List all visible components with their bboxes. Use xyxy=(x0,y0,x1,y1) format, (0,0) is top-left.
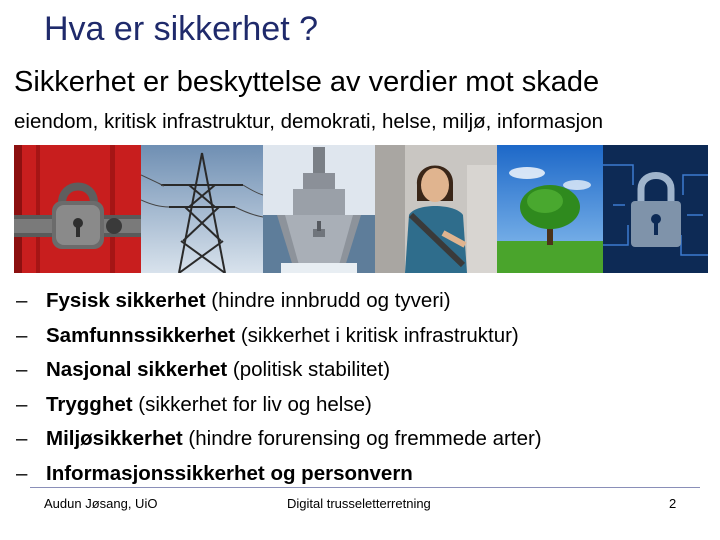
bullet-dash: – xyxy=(16,427,28,451)
bullet-dash: – xyxy=(16,358,28,382)
list-item xyxy=(16,284,542,319)
bullet-dash: – xyxy=(16,461,28,485)
footer-divider xyxy=(30,487,700,488)
list-item xyxy=(16,353,542,388)
image-strip xyxy=(0,145,720,275)
bullet-dash: – xyxy=(16,323,28,347)
bullet-term: Trygghet xyxy=(46,392,133,416)
bullet-description: (hindre forurensing og fremmede arter) xyxy=(182,427,542,451)
power-pylon-photo xyxy=(141,145,263,273)
bullet-term: Miljøsikkerhet xyxy=(46,427,183,451)
woman-seatbelt-photo xyxy=(375,145,497,273)
bullet-term: Fysisk sikkerhet xyxy=(46,289,206,312)
digital-lock-photo xyxy=(603,145,708,273)
bullet-description: (hindre innbrudd og tyveri) xyxy=(205,289,451,312)
bullet-term: Samfunnssikkerhet xyxy=(46,323,236,347)
footer-course: Digital trusseletterretning xyxy=(287,496,431,511)
examples-line: eiendom, kritisk infrastruktur, demokrati, helse, miljø, informasjon xyxy=(14,110,604,133)
bullet-dash: – xyxy=(16,392,28,416)
bullet-description: (sikkerhet for liv og helse) xyxy=(132,392,372,416)
padlock-on-red-door-photo xyxy=(14,145,141,273)
bullet-description: (politisk stabilitet) xyxy=(227,358,391,382)
green-tree-photo xyxy=(497,145,603,273)
security-types-list xyxy=(16,284,542,492)
bullet-term: Informasjonssikkerhet og personvern xyxy=(46,461,413,485)
list-item xyxy=(16,422,542,457)
list-item xyxy=(16,388,542,423)
list-item xyxy=(16,319,542,354)
slide-subtitle: Sikkerhet er beskyttelse av verdier mot skade xyxy=(14,66,600,98)
bullet-dash: – xyxy=(16,289,28,312)
bullet-term: Nasjonal sikkerhet xyxy=(46,358,228,382)
navy-frigate-photo xyxy=(263,145,375,273)
slide-title: Hva er sikkerhet ? xyxy=(44,10,318,48)
page-number: 2 xyxy=(669,496,677,511)
bullet-description: (sikkerhet i kritisk infrastruktur) xyxy=(235,323,519,347)
footer-author: Audun Jøsang, UiO xyxy=(44,496,158,511)
